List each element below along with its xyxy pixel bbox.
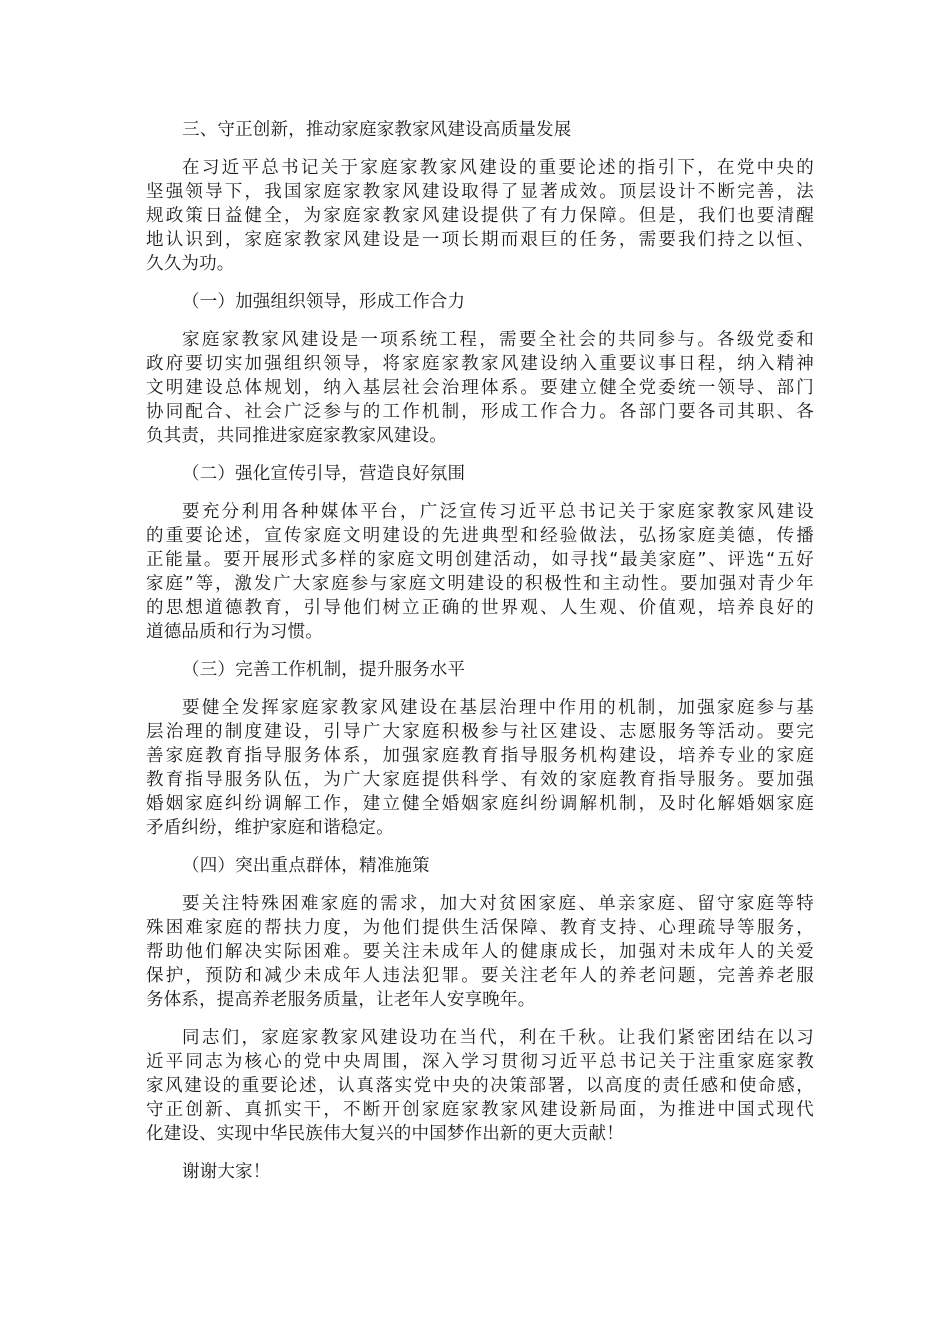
paragraph-line: 婚姻家庭纠纷调解工作，建立健全婚姻家庭纠纷调解机制，及时化解婚姻家庭 (146, 794, 814, 814)
paragraph-line: 文明建设总体规划，纳入基层社会治理体系。要建立健全党委统一领导、部门 (146, 378, 814, 398)
subsection-3-paragraph (146, 696, 814, 840)
paragraph-line: 化建设、实现中华民族伟大复兴的中国梦作出新的更大贡献！ (146, 1124, 624, 1144)
paragraph-line: 教育指导服务队伍，为广大家庭提供科学、有效的家庭教育指导服务。要加强 (146, 770, 814, 790)
paragraph-line: 守正创新、真抓实干，不断开创家庭家教家风建设新局面，为推进中国式现代 (146, 1100, 814, 1120)
document-page (146, 118, 814, 1184)
paragraph-line: 协同配合、社会广泛参与的工作机制，形成工作合力。各部门要各司其职、各 (146, 402, 814, 422)
paragraph-line: 保护，预防和减少未成年人违法犯罪。要关注老年人的养老问题，完善养老服 (146, 966, 814, 986)
paragraph-line: 殊困难家庭的帮扶力度，为他们提供生活保障、教育支持、心理疏导等服务， (146, 918, 814, 938)
paragraph-line: 家庭家教家风建设是一项系统工程，需要全社会的共同参与。各级党委和 (182, 330, 814, 350)
subsection-4-paragraph (146, 892, 814, 1012)
closing-paragraph (146, 1026, 814, 1146)
paragraph-line: 正能量。要开展形式多样的家庭文明创建活动，如寻找“最美家庭”、评选“五好 (146, 550, 814, 570)
intro-line: 规政策日益健全，为家庭家教家风建设提供了有力保障。但是，我们也要清醒 (146, 206, 814, 226)
subsection-heading-2: （二）强化宣传引导，营造良好氛围 (182, 464, 466, 484)
paragraph-line: 要关注特殊困难家庭的需求，加大对贫困家庭、单亲家庭、留守家庭等特 (182, 894, 814, 914)
paragraph-line: 的重要论述，宣传家庭文明建设的先进典型和经验做法，弘扬家庭美德，传播 (146, 526, 814, 546)
paragraph-line: 家风建设的重要论述，认真落实党中央的决策部署，以高度的责任感和使命感， (146, 1076, 814, 1096)
paragraph-line: 矛盾纠纷，维护家庭和谐稳定。 (146, 818, 394, 838)
intro-line: 地认识到，家庭家教家风建设是一项长期而艰巨的任务，需要我们持之以恒、 (146, 230, 814, 250)
paragraph-line: 善家庭教育指导服务体系，加强家庭教育指导服务机构建设，培养专业的家庭 (146, 746, 814, 766)
paragraph-line: 要充分利用各种媒体平台，广泛宣传习近平总书记关于家庭家教家风建设 (182, 502, 814, 522)
paragraph-line: 同志们，家庭家教家风建设功在当代，利在千秋。让我们紧密团结在以习 (182, 1028, 814, 1048)
paragraph-line: 层治理的制度建设，引导广大家庭积极参与社区建设、志愿服务等活动。要完 (146, 722, 814, 742)
paragraph-line: 要健全发挥家庭家教家风建设在基层治理中作用的机制，加强家庭参与基 (182, 698, 814, 718)
intro-paragraph (146, 156, 814, 276)
subsection-heading-4: （四）突出重点群体，精准施策 (182, 856, 430, 876)
intro-line: 在习近平总书记关于家庭家教家风建设的重要论述的指引下，在党中央的 (182, 158, 814, 178)
intro-line: 久久为功。 (146, 254, 235, 274)
paragraph-line: 道德品质和行为习惯。 (146, 622, 323, 642)
paragraph-line: 政府要切实加强组织领导，将家庭家教家风建设纳入重要议事日程，纳入精神 (146, 354, 814, 374)
subsection-2-paragraph (146, 500, 814, 644)
paragraph-line: 的思想道德教育，引导他们树立正确的世界观、人生观、价值观，培养良好的 (146, 598, 814, 618)
paragraph-line: 务体系，提高养老服务质量，让老年人安享晚年。 (146, 990, 536, 1010)
paragraph-line: 家庭”等，激发广大家庭参与家庭文明建设的积极性和主动性。要加强对青少年 (146, 574, 814, 594)
paragraph-line: 帮助他们解决实际困难。要关注未成年人的健康成长，加强对未成年人的关爱 (146, 942, 814, 962)
subsection-heading-3: （三）完善工作机制，提升服务水平 (182, 660, 466, 680)
subsection-1-paragraph (146, 328, 814, 448)
thanks-line: 谢谢大家！ (182, 1162, 271, 1182)
intro-line: 坚强领导下，我国家庭家教家风建设取得了显著成效。顶层设计不断完善，法 (146, 182, 814, 202)
paragraph-line: 负其责，共同推进家庭家教家风建设。 (146, 426, 447, 446)
section-heading: 三、守正创新，推动家庭家教家风建设高质量发展 (182, 120, 572, 140)
paragraph-line: 近平同志为核心的党中央周围，深入学习贯彻习近平总书记关于注重家庭家教 (146, 1052, 814, 1072)
subsection-heading-1: （一）加强组织领导，形成工作合力 (182, 292, 466, 312)
